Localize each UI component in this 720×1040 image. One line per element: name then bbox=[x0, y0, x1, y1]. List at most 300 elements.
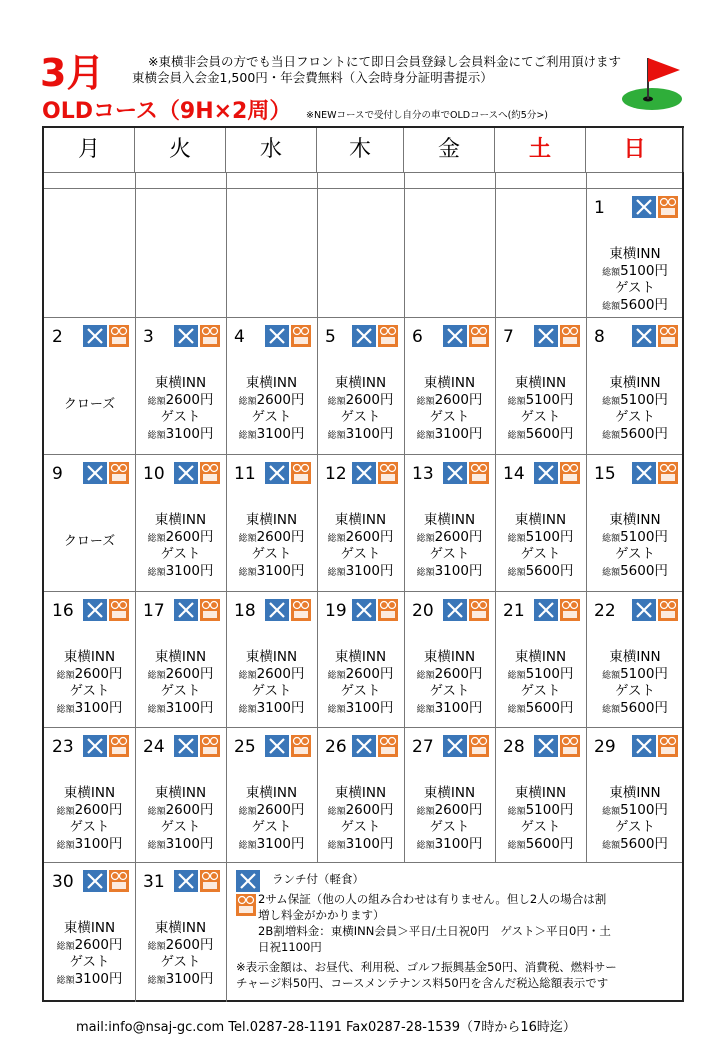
day-cell bbox=[44, 862, 135, 1002]
day-icons bbox=[83, 599, 129, 621]
guest-price bbox=[44, 971, 135, 990]
day-cell bbox=[135, 862, 226, 1002]
total-prefix: 総額 bbox=[238, 431, 257, 441]
guest-label: ゲスト bbox=[615, 683, 655, 699]
member-label: 東横INN bbox=[245, 512, 298, 528]
day-cell bbox=[135, 591, 226, 727]
price-value: 3100円 bbox=[345, 700, 394, 716]
fork-knife-icon bbox=[352, 599, 376, 621]
day-number: 29 bbox=[594, 737, 616, 757]
two-some-guarantee-icon bbox=[109, 599, 129, 621]
legend-notice-1: ※表示金額は、お昼代、利用税、ゴルフ振興基金50円、消費税、燃料サー bbox=[236, 960, 617, 974]
total-prefix: 総額 bbox=[602, 568, 621, 578]
member-label: 東横INN bbox=[245, 785, 298, 801]
fork-knife-icon bbox=[443, 325, 467, 347]
total-prefix: 総額 bbox=[507, 534, 526, 544]
two-some-guarantee-icon bbox=[378, 735, 398, 757]
day-cell bbox=[586, 188, 684, 317]
two-some-guarantee-icon bbox=[291, 462, 311, 484]
guest-price bbox=[495, 563, 586, 582]
fork-knife-icon bbox=[534, 735, 558, 757]
day-cell bbox=[586, 591, 684, 727]
total-prefix: 総額 bbox=[238, 671, 257, 681]
legend-guarantee-2: 増し料金がかかります） bbox=[258, 908, 385, 922]
two-some-guarantee-icon bbox=[378, 462, 398, 484]
member-label: 東横INN bbox=[423, 512, 476, 528]
guest-label: ゲスト bbox=[251, 546, 292, 562]
day-icons bbox=[174, 599, 220, 621]
two-some-guarantee-icon bbox=[658, 462, 678, 484]
price-value: 3100円 bbox=[434, 700, 483, 716]
fork-knife-icon bbox=[443, 462, 467, 484]
day-number: 10 bbox=[143, 464, 165, 484]
total-prefix: 総額 bbox=[416, 671, 435, 681]
two-some-guarantee-icon bbox=[200, 599, 220, 621]
weekday-header: 金 bbox=[404, 128, 495, 172]
price-value: 3100円 bbox=[165, 700, 214, 716]
fork-knife-icon bbox=[632, 325, 656, 347]
guest-label: ゲスト bbox=[520, 546, 561, 562]
price-value: 2600円 bbox=[165, 529, 214, 545]
total-prefix: 総額 bbox=[327, 397, 346, 407]
weekday-header: 日 bbox=[586, 128, 684, 172]
day-cell bbox=[404, 727, 495, 862]
member-label: 東横INN bbox=[514, 512, 567, 528]
total-prefix: 総額 bbox=[602, 397, 621, 407]
fork-knife-icon bbox=[83, 325, 107, 347]
total-prefix: 総額 bbox=[416, 841, 435, 851]
guest-price bbox=[586, 426, 684, 445]
day-icons bbox=[632, 196, 678, 218]
price-value: 3100円 bbox=[165, 563, 214, 579]
day-cell bbox=[495, 454, 586, 591]
price-value: 5100円 bbox=[620, 392, 668, 408]
day-cell bbox=[135, 727, 226, 862]
guest-price bbox=[495, 836, 586, 855]
price-value: 2600円 bbox=[256, 802, 305, 818]
two-some-guarantee-icon bbox=[658, 735, 678, 757]
member-label: 東横INN bbox=[423, 375, 476, 391]
price-value: 3100円 bbox=[345, 426, 394, 442]
price-value: 5100円 bbox=[620, 529, 668, 545]
day-number: 25 bbox=[234, 737, 256, 757]
fork-knife-icon bbox=[236, 870, 260, 892]
total-prefix: 総額 bbox=[238, 705, 257, 715]
day-cell bbox=[44, 317, 135, 454]
day-icons bbox=[265, 735, 311, 757]
total-prefix: 総額 bbox=[507, 397, 526, 407]
price-value: 2600円 bbox=[256, 529, 305, 545]
price-value: 3100円 bbox=[434, 836, 483, 852]
guest-label: ゲスト bbox=[160, 409, 201, 425]
day-number: 24 bbox=[143, 737, 165, 757]
day-cell bbox=[495, 317, 586, 454]
guest-price bbox=[586, 563, 684, 582]
total-prefix: 総額 bbox=[327, 705, 346, 715]
calendar-grid bbox=[42, 126, 684, 1002]
fork-knife-icon bbox=[83, 870, 107, 892]
price-value: 2600円 bbox=[165, 937, 214, 953]
price-value: 2600円 bbox=[165, 666, 214, 682]
price-value: 2600円 bbox=[256, 392, 305, 408]
guest-price bbox=[44, 700, 135, 719]
guest-price bbox=[317, 426, 404, 445]
day-icons bbox=[83, 325, 129, 347]
day-number: 8 bbox=[594, 327, 605, 347]
total-prefix: 総額 bbox=[147, 807, 166, 817]
guest-label: ゲスト bbox=[340, 819, 381, 835]
price-value: 2600円 bbox=[345, 666, 394, 682]
total-prefix: 総額 bbox=[147, 705, 166, 715]
fork-knife-icon bbox=[534, 325, 558, 347]
fork-knife-icon bbox=[174, 599, 198, 621]
day-number: 11 bbox=[234, 464, 256, 484]
total-prefix: 総額 bbox=[238, 841, 257, 851]
price-value: 5600円 bbox=[525, 836, 574, 852]
total-prefix: 総額 bbox=[327, 841, 346, 851]
member-label: 東横INN bbox=[334, 649, 387, 665]
day-number: 20 bbox=[412, 601, 434, 621]
day-icons bbox=[352, 325, 398, 347]
price-value: 2600円 bbox=[434, 529, 483, 545]
guest-price bbox=[135, 971, 226, 990]
day-cell bbox=[317, 727, 404, 862]
day-number: 9 bbox=[52, 464, 63, 484]
total-prefix: 総額 bbox=[56, 705, 75, 715]
legend-guarantee-1: 2サム保証（他の人の組み合わせは有りません。但し2人の場合は割 bbox=[258, 892, 607, 906]
price-value: 5600円 bbox=[525, 563, 574, 579]
day-cell bbox=[44, 727, 135, 862]
day-icons bbox=[534, 325, 580, 347]
day-cell bbox=[404, 454, 495, 591]
day-number: 12 bbox=[325, 464, 347, 484]
total-prefix: 総額 bbox=[507, 841, 526, 851]
guest-label: ゲスト bbox=[251, 683, 292, 699]
fork-knife-icon bbox=[174, 735, 198, 757]
two-some-guarantee-icon bbox=[109, 870, 129, 892]
total-prefix: 総額 bbox=[56, 807, 75, 817]
day-number: 19 bbox=[325, 601, 347, 621]
day-number: 4 bbox=[234, 327, 245, 347]
price-value: 2600円 bbox=[434, 802, 483, 818]
guest-label: ゲスト bbox=[340, 409, 381, 425]
day-icons bbox=[443, 325, 489, 347]
guest-label: ゲスト bbox=[160, 546, 201, 562]
day-cell bbox=[495, 591, 586, 727]
total-prefix: 総額 bbox=[602, 302, 621, 312]
price-value: 2600円 bbox=[256, 666, 305, 682]
member-label: 東横INN bbox=[245, 649, 298, 665]
two-some-guarantee-icon bbox=[560, 325, 580, 347]
fork-knife-icon bbox=[352, 735, 376, 757]
day-cell bbox=[44, 454, 135, 591]
guest-price bbox=[317, 563, 404, 582]
day-cell bbox=[586, 317, 684, 454]
day-cell bbox=[226, 454, 317, 591]
day-number: 21 bbox=[503, 601, 525, 621]
two-some-guarantee-icon bbox=[291, 599, 311, 621]
fork-knife-icon bbox=[632, 196, 656, 218]
total-prefix: 総額 bbox=[602, 705, 621, 715]
member-label: 東横INN bbox=[514, 785, 567, 801]
day-number: 14 bbox=[503, 464, 525, 484]
day-number: 23 bbox=[52, 737, 74, 757]
price-value: 3100円 bbox=[165, 971, 214, 987]
price-value: 3100円 bbox=[165, 836, 214, 852]
price-value: 3100円 bbox=[434, 563, 483, 579]
day-icons bbox=[83, 462, 129, 484]
day-cell bbox=[135, 454, 226, 591]
total-prefix: 総額 bbox=[507, 671, 526, 681]
two-some-guarantee-icon bbox=[378, 599, 398, 621]
day-icons bbox=[265, 325, 311, 347]
two-some-guarantee-icon bbox=[291, 325, 311, 347]
closed-label: クローズ bbox=[63, 534, 116, 549]
two-some-guarantee-icon bbox=[109, 462, 129, 484]
guest-label: ゲスト bbox=[615, 409, 655, 425]
total-prefix: 総額 bbox=[327, 671, 346, 681]
price-value: 5600円 bbox=[620, 563, 668, 579]
member-label: 東横INN bbox=[609, 246, 661, 262]
price-value: 2600円 bbox=[165, 392, 214, 408]
total-prefix: 総額 bbox=[507, 807, 526, 817]
two-some-guarantee-icon bbox=[658, 599, 678, 621]
day-icons bbox=[174, 870, 220, 892]
day-icons bbox=[632, 735, 678, 757]
member-label: 東横INN bbox=[609, 649, 661, 665]
total-prefix: 総額 bbox=[147, 431, 166, 441]
day-icons bbox=[83, 735, 129, 757]
price-value: 5100円 bbox=[620, 666, 668, 682]
two-some-guarantee-icon bbox=[291, 735, 311, 757]
two-some-guarantee-icon bbox=[200, 462, 220, 484]
total-prefix: 総額 bbox=[602, 841, 621, 851]
legend-surcharge-1: 2B割増料金：東横INN会員＞平日/土日祝0円 ゲスト＞平日0円・土 bbox=[258, 924, 611, 938]
two-some-guarantee-icon bbox=[378, 325, 398, 347]
guest-price bbox=[586, 700, 684, 719]
guest-label: ゲスト bbox=[520, 409, 561, 425]
day-cell bbox=[226, 317, 317, 454]
price-value: 5600円 bbox=[620, 836, 668, 852]
day-number: 28 bbox=[503, 737, 525, 757]
price-value: 5600円 bbox=[525, 426, 574, 442]
total-prefix: 総額 bbox=[238, 568, 257, 578]
fork-knife-icon bbox=[83, 735, 107, 757]
guest-label: ゲスト bbox=[429, 546, 470, 562]
fork-knife-icon bbox=[265, 462, 289, 484]
member-label: 東横INN bbox=[245, 375, 298, 391]
fork-knife-icon bbox=[174, 870, 198, 892]
price-value: 2600円 bbox=[345, 529, 394, 545]
guest-label: ゲスト bbox=[429, 409, 470, 425]
member-label: 東横INN bbox=[63, 649, 116, 665]
weekday-header: 土 bbox=[495, 128, 586, 172]
day-number: 27 bbox=[412, 737, 434, 757]
price-value: 3100円 bbox=[256, 563, 305, 579]
price-value: 5100円 bbox=[525, 666, 574, 682]
member-label: 東横INN bbox=[154, 375, 207, 391]
price-value: 2600円 bbox=[434, 666, 483, 682]
guest-price bbox=[317, 700, 404, 719]
day-number: 22 bbox=[594, 601, 616, 621]
day-icons bbox=[174, 325, 220, 347]
fork-knife-icon bbox=[352, 325, 376, 347]
member-label: 東横INN bbox=[154, 649, 207, 665]
day-number: 30 bbox=[52, 872, 74, 892]
contact-footer: mail:info@nsaj-gc.com Tel.0287-28-1191 Fax0287-28-1539（7時から16時迄） bbox=[76, 1020, 576, 1035]
total-prefix: 総額 bbox=[238, 397, 257, 407]
price-value: 2600円 bbox=[165, 802, 214, 818]
two-some-guarantee-icon bbox=[560, 735, 580, 757]
member-label: 東横INN bbox=[334, 512, 387, 528]
day-number: 17 bbox=[143, 601, 165, 621]
total-prefix: 総額 bbox=[416, 568, 435, 578]
guest-label: ゲスト bbox=[615, 280, 655, 296]
two-some-guarantee-icon bbox=[109, 735, 129, 757]
legend-surcharge-2: 日祝1100円 bbox=[258, 940, 322, 954]
total-prefix: 総額 bbox=[327, 568, 346, 578]
day-cell bbox=[404, 591, 495, 727]
price-value: 5600円 bbox=[620, 426, 668, 442]
price-value: 3100円 bbox=[256, 700, 305, 716]
two-some-guarantee-icon bbox=[560, 462, 580, 484]
guest-price bbox=[586, 297, 684, 316]
total-prefix: 総額 bbox=[327, 431, 346, 441]
guest-price bbox=[404, 700, 495, 719]
total-prefix: 総額 bbox=[238, 534, 257, 544]
member-label: 東横INN bbox=[154, 920, 207, 936]
price-value: 5600円 bbox=[525, 700, 574, 716]
total-prefix: 総額 bbox=[507, 431, 526, 441]
total-prefix: 総額 bbox=[507, 568, 526, 578]
guest-label: ゲスト bbox=[69, 819, 110, 835]
total-prefix: 総額 bbox=[56, 671, 75, 681]
price-value: 5100円 bbox=[525, 802, 574, 818]
price-value: 2600円 bbox=[345, 392, 394, 408]
day-cell bbox=[226, 727, 317, 862]
day-number: 6 bbox=[412, 327, 423, 347]
day-number: 3 bbox=[143, 327, 154, 347]
member-label: 東横INN bbox=[154, 785, 207, 801]
price-value: 3100円 bbox=[256, 836, 305, 852]
two-some-guarantee-icon bbox=[469, 735, 489, 757]
price-value: 3100円 bbox=[434, 426, 483, 442]
course-title: OLDコース（9H×2周） bbox=[42, 99, 292, 124]
guest-price bbox=[404, 563, 495, 582]
fork-knife-icon bbox=[265, 735, 289, 757]
member-label: 東横INN bbox=[63, 920, 116, 936]
guest-label: ゲスト bbox=[615, 546, 655, 562]
guest-price bbox=[135, 700, 226, 719]
guest-label: ゲスト bbox=[251, 409, 292, 425]
member-label: 東横INN bbox=[514, 649, 567, 665]
total-prefix: 総額 bbox=[147, 841, 166, 851]
total-prefix: 総額 bbox=[327, 807, 346, 817]
guest-price bbox=[135, 836, 226, 855]
two-some-guarantee-icon bbox=[658, 196, 678, 218]
guest-label: ゲスト bbox=[520, 819, 561, 835]
member-label: 東横INN bbox=[334, 375, 387, 391]
day-icons bbox=[534, 735, 580, 757]
day-cell bbox=[495, 727, 586, 862]
day-cell bbox=[586, 727, 684, 862]
guest-price bbox=[404, 836, 495, 855]
golf-flag-icon bbox=[618, 52, 688, 112]
day-cell bbox=[317, 591, 404, 727]
price-value: 2600円 bbox=[74, 802, 123, 818]
guest-label: ゲスト bbox=[615, 819, 655, 835]
day-icons bbox=[534, 462, 580, 484]
fork-knife-icon bbox=[265, 325, 289, 347]
day-number: 13 bbox=[412, 464, 434, 484]
guest-price bbox=[226, 836, 317, 855]
member-label: 東横INN bbox=[423, 649, 476, 665]
day-icons bbox=[632, 325, 678, 347]
price-value: 5100円 bbox=[525, 529, 574, 545]
member-label: 東横INN bbox=[154, 512, 207, 528]
price-value: 5600円 bbox=[620, 297, 668, 313]
two-some-guarantee-icon bbox=[236, 894, 256, 916]
price-value: 3100円 bbox=[74, 836, 123, 852]
guest-price bbox=[226, 700, 317, 719]
member-label: 東横INN bbox=[609, 785, 661, 801]
guest-price bbox=[226, 563, 317, 582]
day-icons bbox=[265, 599, 311, 621]
total-prefix: 総額 bbox=[238, 807, 257, 817]
total-prefix: 総額 bbox=[147, 397, 166, 407]
price-value: 5100円 bbox=[620, 263, 668, 279]
price-value: 2600円 bbox=[74, 937, 123, 953]
price-value: 3100円 bbox=[345, 563, 394, 579]
guest-label: ゲスト bbox=[251, 819, 292, 835]
day-number: 15 bbox=[594, 464, 616, 484]
legend-notice-2: チャージ料50円、コースメンテナンス料50円を含んだ税込総額表示です bbox=[236, 976, 609, 990]
guest-price bbox=[317, 836, 404, 855]
total-prefix: 総額 bbox=[602, 268, 621, 278]
day-icons bbox=[352, 462, 398, 484]
guest-label: ゲスト bbox=[160, 954, 201, 970]
total-prefix: 総額 bbox=[416, 431, 435, 441]
fork-knife-icon bbox=[443, 599, 467, 621]
price-value: 5100円 bbox=[620, 802, 668, 818]
day-icons bbox=[534, 599, 580, 621]
price-value: 3100円 bbox=[74, 700, 123, 716]
day-number: 7 bbox=[503, 327, 514, 347]
fork-knife-icon bbox=[174, 325, 198, 347]
total-prefix: 総額 bbox=[602, 431, 621, 441]
price-value: 3100円 bbox=[256, 426, 305, 442]
member-label: 東横INN bbox=[63, 785, 116, 801]
day-number: 31 bbox=[143, 872, 165, 892]
total-prefix: 総額 bbox=[147, 976, 166, 986]
day-number: 5 bbox=[325, 327, 336, 347]
two-some-guarantee-icon bbox=[560, 599, 580, 621]
two-some-guarantee-icon bbox=[469, 325, 489, 347]
guest-price bbox=[226, 426, 317, 445]
guest-label: ゲスト bbox=[340, 546, 381, 562]
fork-knife-icon bbox=[632, 735, 656, 757]
price-value: 3100円 bbox=[74, 971, 123, 987]
membership-note-2: 東横会員入会金1,500円・年会費無料（入会時身分証明書提示） bbox=[132, 70, 493, 85]
member-label: 東横INN bbox=[609, 512, 661, 528]
day-icons bbox=[443, 735, 489, 757]
weekday-header: 水 bbox=[226, 128, 317, 172]
guest-label: ゲスト bbox=[429, 683, 470, 699]
day-cell bbox=[317, 317, 404, 454]
course-access-note: ※NEWコースで受付し自分の車でOLDコースへ(約5分>) bbox=[306, 110, 549, 121]
day-cell bbox=[317, 454, 404, 591]
day-cell bbox=[44, 591, 135, 727]
